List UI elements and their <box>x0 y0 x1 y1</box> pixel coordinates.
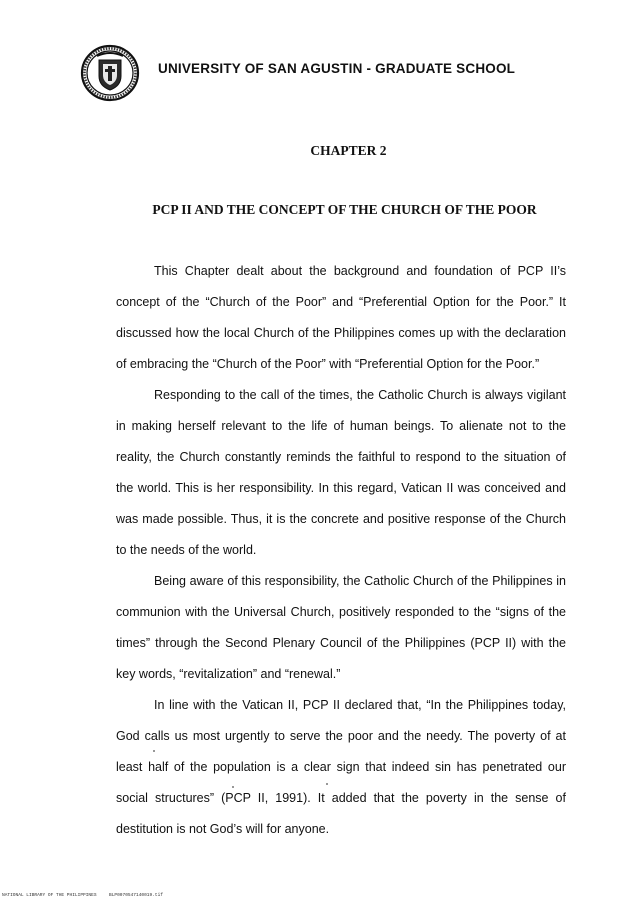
scan-speck <box>232 786 234 788</box>
paragraph: In line with the Vatican II, PCP II declared that, “In the Philippines today, God calls us most urgently to serve the poor and the needy. The poverty of at least half of the population is a clear sign that indeed sin has penetrated our social structures” (PCP II, 1991). It added that the poverty in the sense of destitution is not God’s will for anyone. <box>116 698 566 836</box>
file-id-footer: BLP0070547140019.tif <box>109 893 164 898</box>
paragraph: Being aware of this responsibility, the Catholic Church of the Philippines in communion with the Universal Church, positively responded to the “signs of the times” through the Second Plenary Council of the Philippines (PCP II) with the key words, “revitalization” and “renewal.” <box>116 574 566 681</box>
scan-speck <box>153 750 155 752</box>
chapter-title: PCP II AND THE CONCEPT OF THE CHURCH OF THE POOR <box>152 202 537 217</box>
university-header: UNIVERSITY OF SAN AGUSTIN - GRADUATE SCHOOL <box>158 61 516 76</box>
university-seal-logo <box>80 44 140 102</box>
chapter-body <box>116 256 566 845</box>
scan-speck <box>326 783 328 785</box>
library-footer: NATIONAL LIBRARY OF THE PHILIPPINES <box>2 893 97 898</box>
paragraph: Responding to the call of the times, the Catholic Church is always vigilant in making herself relevant to the life of human beings. To alienate not to the reality, the Church constantly reminds the faithful to respond to the situation of the world. This is her responsibility. In this regard, Vatican II was conceived and was made possible. Thus, it is the concrete and positive response of the Church to the needs of the world. <box>116 388 566 557</box>
paragraph: This Chapter dealt about the background and foundation of PCP II’s concept of the “Church of the Poor” and “Preferential Option for the Poor.” It discussed how the local Church of the Philippines comes up with the declaration of embracing the “Church of the Poor” with “Preferential Option for the Poor.” <box>116 264 566 371</box>
chapter-number: CHAPTER 2 <box>310 143 387 158</box>
